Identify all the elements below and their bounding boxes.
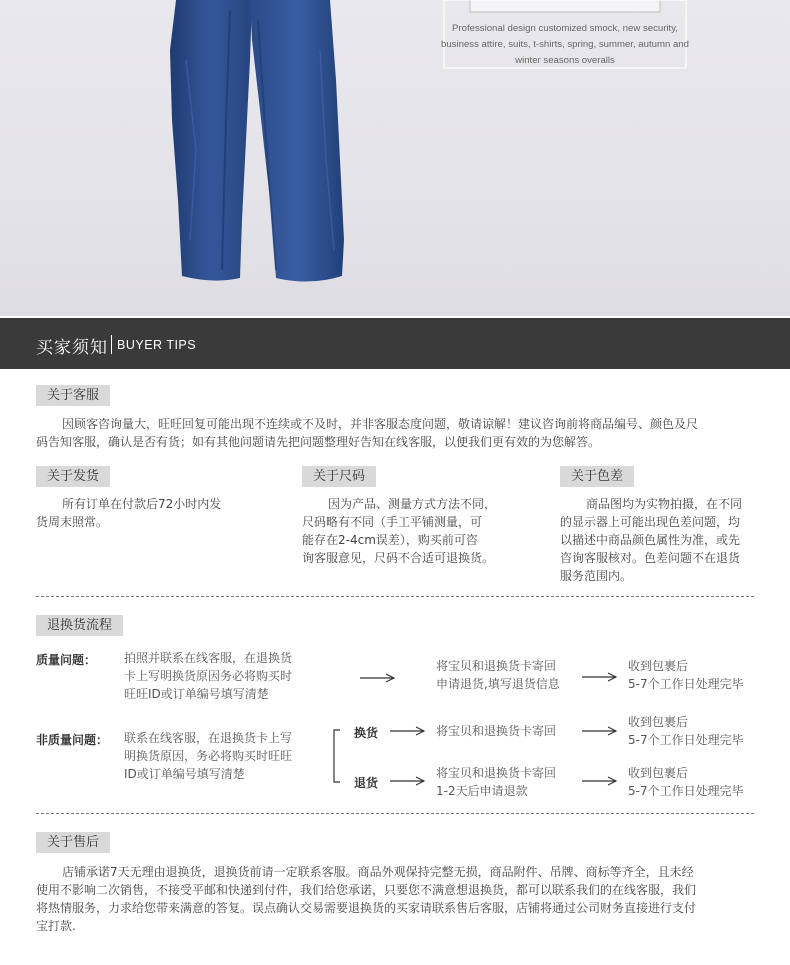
refund-step3: [628, 764, 754, 800]
service-line: 因顾客咨询量大，旺旺回复可能出现不连续或不及时，并非客服态度问题，敬请谅解！建议咨询前将商品编号、颜色及尺: [62, 417, 699, 431]
non-quality-step1-line: ID或订单编号填写清楚: [124, 767, 245, 781]
hero-caption-line: business attire, suits, t-shirts, spring, summer, autumn and: [441, 39, 689, 50]
size-text: [302, 495, 522, 567]
size-line: 能存在2-4cm误差），购买前可咨: [302, 533, 478, 547]
dashed-divider: [36, 596, 754, 597]
buyer-tips-title-cn: 买家须知: [36, 338, 108, 358]
hero-caption-line: winter seasons overalls: [515, 55, 615, 66]
quality-step2: [436, 657, 560, 693]
shipping-line: 货周末照常。: [36, 515, 109, 529]
size-line: 询客服意见，尺码不合适可退换货。: [302, 551, 495, 565]
exchange-step3-line: 5-7个工作日处理完毕: [628, 733, 744, 747]
non-quality-step1-line: 联系在线客服，在退换货卡上写: [124, 731, 293, 745]
exchange-step2: [436, 722, 556, 740]
refund-step2: [436, 764, 556, 800]
shipping-line: 所有订单在付款后72小时内发: [62, 497, 222, 511]
hero-caption: [420, 21, 710, 69]
color-tag: 关于色差: [560, 466, 634, 487]
size-line: 因为产品、测量方式方法不同，: [328, 497, 497, 511]
returns-tag: 退换货流程: [36, 615, 123, 636]
after-sales-line: 使用不影响二次销售，不接受平邮和快递到付件，我们给您承诺，只要您不满意想退换货，都可以联系我们的在线客服，我们: [36, 883, 697, 897]
quality-step1: [124, 649, 292, 703]
title-divider: [111, 335, 112, 354]
color-line: 商品图均为实物拍摄，在不同: [586, 497, 743, 511]
refund-step3-line: 收到包裹后: [628, 766, 689, 780]
exchange-label: 换货: [354, 726, 379, 740]
refund-step3-line: 5-7个工作日处理完毕: [628, 784, 744, 798]
after-sales-tag: 关于售后: [36, 832, 110, 853]
quality-step2-line: 申请退货,填写退货信息: [436, 677, 560, 691]
refund-step2-line: 将宝贝和退换货卡寄回: [436, 766, 557, 780]
exchange-step3-line: 收到包裹后: [628, 715, 689, 729]
quality-step2-line: 将宝贝和退换货卡寄回: [436, 659, 557, 673]
non-quality-step1-line: 明换货原因，务必将购买时旺旺: [124, 749, 293, 763]
buyer-tips-header: [0, 318, 790, 369]
shipping-text: [36, 495, 256, 531]
color-line: 服务范围内。: [560, 569, 633, 583]
color-line: 咨询客服核对。色差问题不在退货: [560, 551, 741, 565]
product-photo: [0, 0, 790, 316]
exchange-step2-line: 将宝贝和退换货卡寄回: [436, 724, 557, 738]
branch-bracket: [334, 730, 340, 782]
non-quality-step1: [124, 729, 292, 783]
refund-label: 退货: [354, 776, 379, 790]
after-sales-line: 宝打款.: [36, 919, 76, 933]
after-sales-text: [36, 863, 756, 935]
size-tag: 关于尺码: [302, 466, 376, 487]
service-tag: 关于客服: [36, 385, 110, 406]
buyer-tips-title-en: BUYER TIPS: [117, 338, 197, 352]
exchange-step3: [628, 713, 754, 749]
dashed-divider: [36, 813, 754, 814]
quality-step1-line: 卡上写明换货原因务必将购买时: [124, 669, 293, 683]
hero-caption-line: Professional design customized smock, new security,: [452, 23, 678, 34]
quality-step1-line: 拍照并联系在线客服，在退换货: [124, 651, 293, 665]
quality-step3: [628, 657, 754, 693]
color-text: [560, 495, 760, 585]
quality-issue-label: 质量问题：: [36, 653, 97, 667]
size-line: 尺码略有不同（手工平铺测量，可: [302, 515, 483, 529]
after-sales-line: 将热情服务，力求给您带来满意的答复。误点确认交易需要退换货的买家请联系售后客服，店铺将通过公司财务直接进行支付: [36, 901, 697, 915]
color-line: 的显示器上可能出现色差问题，均: [560, 515, 741, 529]
quality-step1-line: 旺旺ID或订单编号填写清楚: [124, 687, 269, 701]
non-quality-issue-label: 非质量问题：: [36, 733, 109, 747]
service-text: [36, 415, 756, 451]
color-line: 以描述中商品颜色属性为准，或先: [560, 533, 741, 547]
refund-step2-line: 1-2天后申请退款: [436, 784, 528, 798]
shipping-tag: 关于发货: [36, 466, 110, 487]
quality-step3-line: 5-7个工作日处理完毕: [628, 677, 744, 691]
after-sales-line: 店铺承诺7天无理由退换货，退换货前请一定联系客服。商品外观保持完整无损，商品附件、吊牌、商标等齐全，且未经: [62, 865, 694, 879]
service-line: 码告知客服，确认是否有货；如有其他问题请先把问题整理好告知在线客服，以便我们更有效的为您解答。: [36, 435, 601, 449]
quality-step3-line: 收到包裹后: [628, 659, 689, 673]
